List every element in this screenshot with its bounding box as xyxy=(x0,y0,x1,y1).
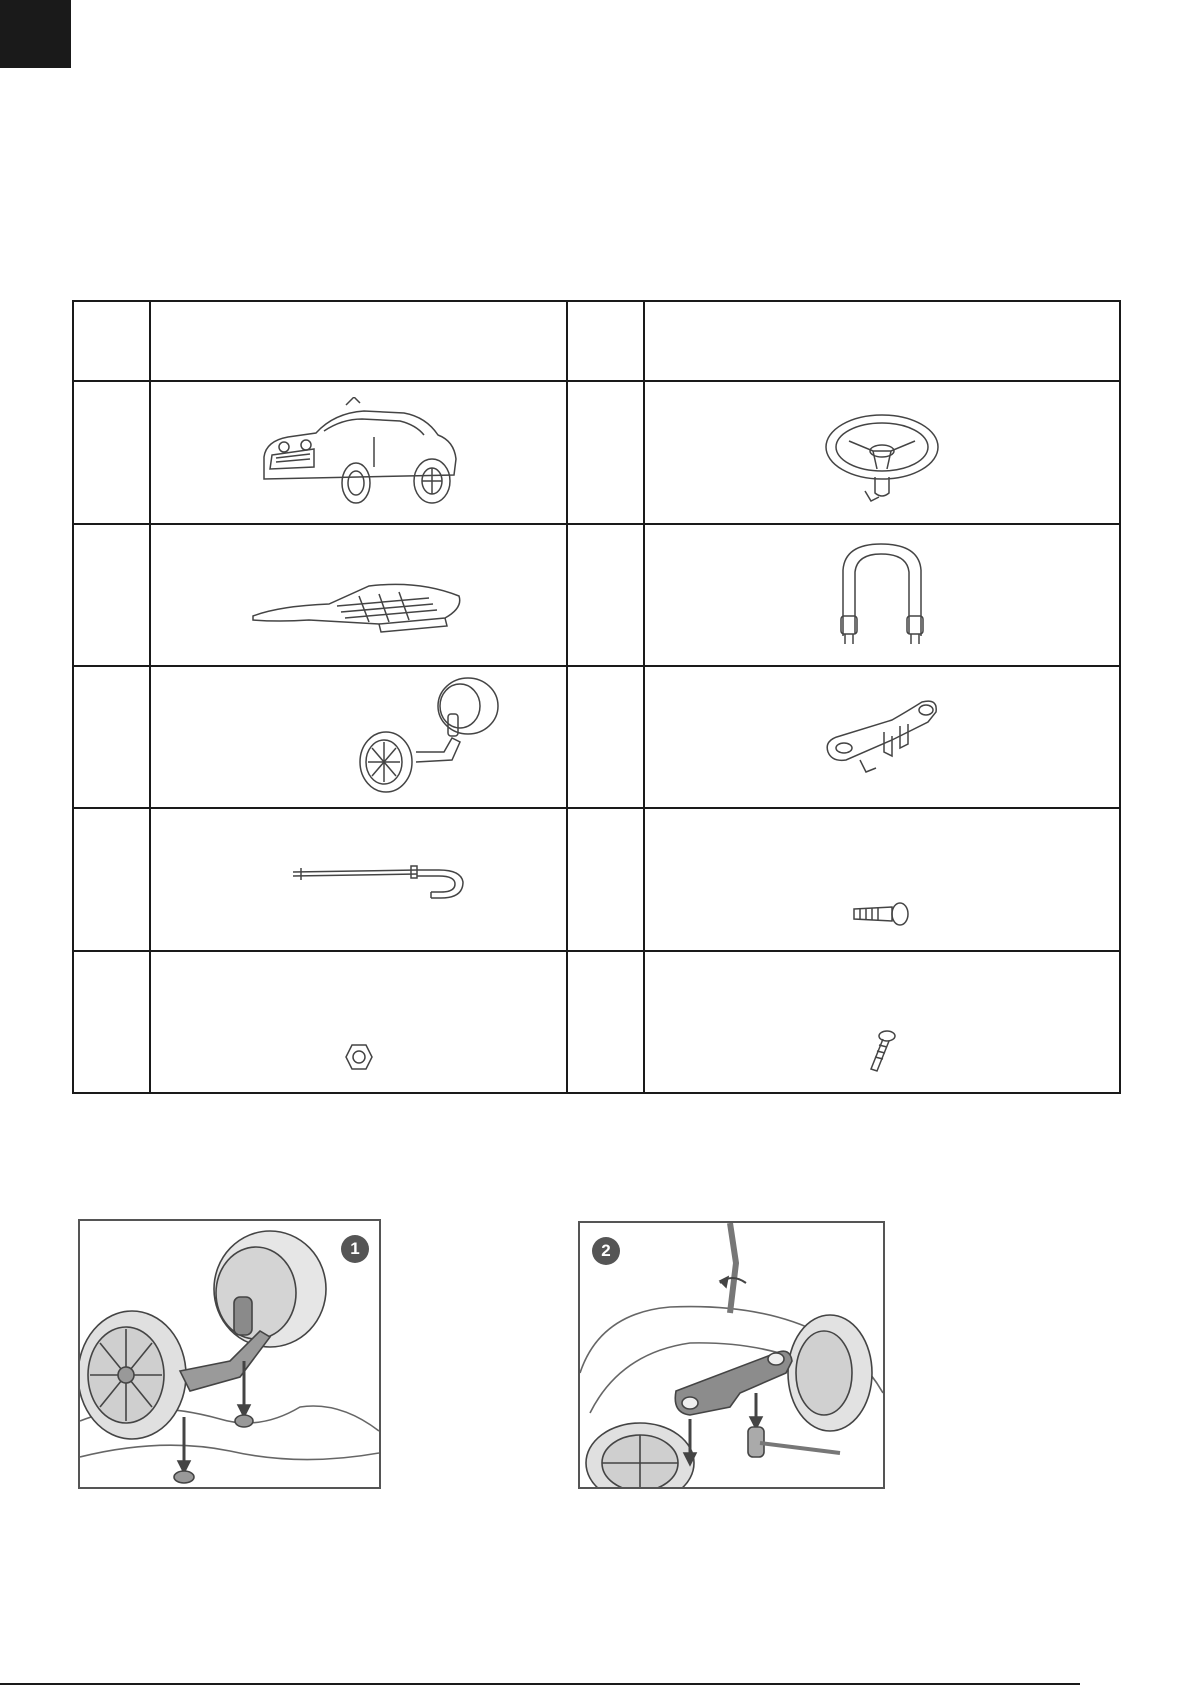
part-image-cell xyxy=(150,666,567,808)
part-number-cell xyxy=(567,381,644,523)
table-row xyxy=(73,666,1120,808)
header-no-2 xyxy=(567,301,644,381)
part-number-cell xyxy=(567,666,644,808)
part-image-cell xyxy=(150,381,567,523)
step-2-panel xyxy=(578,1221,885,1489)
steering-wheel-icon xyxy=(817,411,947,511)
parts-table xyxy=(72,300,1121,1094)
step-1-panel xyxy=(78,1219,381,1489)
bolt-icon xyxy=(852,899,912,929)
table-header-row xyxy=(73,301,1120,381)
part-image-cell xyxy=(644,524,1120,666)
header-no-1 xyxy=(73,301,150,381)
part-number-cell xyxy=(73,951,150,1093)
part-image-cell xyxy=(644,381,1120,523)
axle-bracket-icon xyxy=(822,692,942,782)
rear-wheel-axle-icon xyxy=(356,672,506,802)
bracket-screw-illustration xyxy=(580,1223,883,1487)
table-row xyxy=(73,381,1120,523)
part-image-cell xyxy=(150,951,567,1093)
steering-rod-icon xyxy=(291,854,471,904)
step-number-badge: 1 xyxy=(341,1235,369,1263)
part-number-cell xyxy=(73,524,150,666)
part-number-cell xyxy=(73,808,150,950)
header-item-1 xyxy=(150,301,567,381)
windshield-frame-icon xyxy=(837,540,927,650)
wheel-assembly-illustration xyxy=(80,1221,379,1487)
part-image-cell xyxy=(150,524,567,666)
table-row xyxy=(73,951,1120,1093)
part-image-cell xyxy=(644,666,1120,808)
car-body-icon xyxy=(254,397,464,507)
table-row xyxy=(73,524,1120,666)
part-image-cell xyxy=(644,951,1120,1093)
screw-icon xyxy=(867,1029,897,1075)
part-number-cell xyxy=(567,951,644,1093)
part-image-cell xyxy=(644,808,1120,950)
corner-tab xyxy=(0,0,71,68)
nut-icon xyxy=(344,1042,374,1072)
part-number-cell xyxy=(73,666,150,808)
part-number-cell xyxy=(73,381,150,523)
part-image-cell xyxy=(150,808,567,950)
step-number-badge: 2 xyxy=(592,1237,620,1265)
part-number-cell xyxy=(567,808,644,950)
table-row xyxy=(73,808,1120,950)
part-number-cell xyxy=(567,524,644,666)
header-item-2 xyxy=(644,301,1120,381)
seat-icon xyxy=(249,576,469,636)
